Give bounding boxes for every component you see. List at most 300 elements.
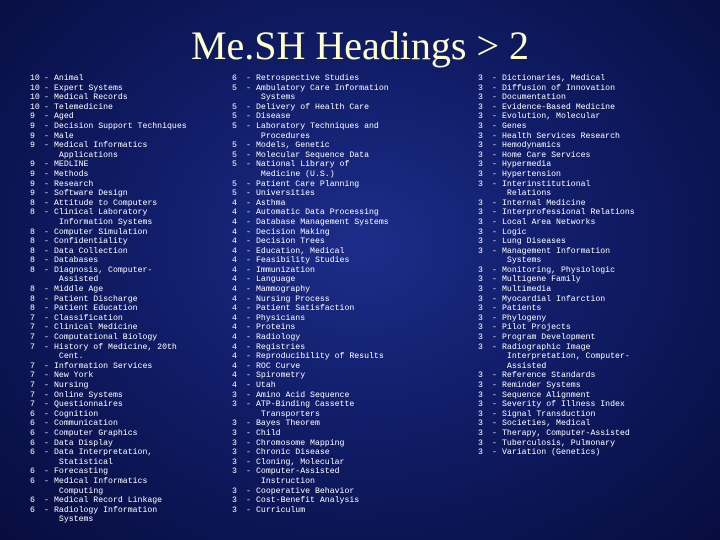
heading-row bbox=[232, 228, 472, 238]
heading-term: Computational Biology bbox=[54, 333, 158, 343]
heading-term: Education, Medical bbox=[256, 246, 345, 256]
heading-row bbox=[232, 160, 472, 179]
heading-count: 7 bbox=[30, 400, 35, 410]
separator-dash: - bbox=[246, 457, 251, 467]
heading-row bbox=[478, 170, 718, 180]
separator-dash: - bbox=[246, 256, 251, 266]
heading-count: 7 bbox=[30, 342, 35, 352]
separator-dash: - bbox=[44, 333, 49, 343]
heading-count: 3 bbox=[478, 294, 483, 304]
heading-row bbox=[232, 266, 472, 276]
heading-term: Data Collection bbox=[54, 246, 128, 256]
heading-row bbox=[478, 84, 718, 94]
heading-term: Nursing bbox=[54, 381, 89, 390]
separator-dash: - bbox=[492, 237, 497, 247]
heading-term: Cognition bbox=[54, 409, 99, 419]
heading-row bbox=[478, 295, 718, 305]
heading-row bbox=[478, 439, 718, 449]
heading-row bbox=[30, 122, 225, 132]
separator-dash: - bbox=[492, 390, 497, 400]
heading-term: Data Interpretation, Statistical bbox=[54, 448, 153, 467]
heading-count: 3 bbox=[232, 419, 237, 429]
heading-term: Diagnosis, Computer- Assisted bbox=[54, 265, 153, 285]
heading-term: Utah bbox=[256, 381, 276, 390]
separator-dash: - bbox=[44, 237, 49, 247]
heading-term: Patient Discharge bbox=[54, 294, 138, 304]
heading-term: Physicians bbox=[256, 313, 306, 323]
heading-count: 9 bbox=[30, 169, 35, 179]
separator-dash: - bbox=[246, 323, 251, 333]
heading-row bbox=[30, 448, 225, 467]
separator-dash: - bbox=[44, 381, 49, 390]
heading-row bbox=[232, 343, 472, 353]
heading-term: Evolution, Molecular bbox=[502, 112, 601, 122]
separator-dash: - bbox=[44, 102, 49, 112]
heading-row bbox=[478, 199, 718, 209]
heading-term: Documentation bbox=[502, 93, 566, 103]
heading-term: Communication bbox=[54, 419, 118, 429]
heading-row bbox=[30, 84, 225, 94]
heading-row bbox=[232, 141, 472, 151]
separator-dash: - bbox=[246, 265, 251, 275]
heading-term: Signal Transduction bbox=[502, 409, 596, 419]
heading-term: Diffusion of Innovation bbox=[502, 83, 616, 93]
heading-row bbox=[232, 84, 472, 103]
heading-row bbox=[232, 275, 472, 285]
heading-term: Database Management Systems bbox=[256, 217, 389, 227]
heading-row bbox=[30, 208, 225, 227]
separator-dash: - bbox=[44, 198, 49, 208]
heading-count: 5 bbox=[232, 179, 237, 189]
heading-row bbox=[478, 74, 718, 84]
heading-row bbox=[232, 74, 472, 84]
heading-term: National Library of Medicine (U.S.) bbox=[256, 160, 350, 179]
heading-count: 3 bbox=[478, 112, 483, 122]
heading-count: 3 bbox=[478, 409, 483, 419]
heading-count: 3 bbox=[478, 169, 483, 179]
heading-term: Confidentiality bbox=[54, 237, 128, 247]
heading-count: 3 bbox=[478, 323, 483, 333]
heading-row bbox=[232, 285, 472, 295]
heading-row bbox=[30, 295, 225, 305]
heading-term: Information Services bbox=[54, 361, 153, 371]
separator-dash: - bbox=[492, 83, 497, 93]
heading-term: Tuberculosis, Pulmonary bbox=[502, 438, 616, 448]
separator-dash: - bbox=[246, 361, 251, 371]
heading-term: Medical Record Linkage bbox=[54, 496, 163, 506]
heading-row bbox=[30, 256, 225, 266]
heading-count: 9 bbox=[30, 189, 35, 199]
heading-count: 6 bbox=[30, 467, 35, 477]
heading-row bbox=[478, 180, 718, 199]
heading-term: Decision Support Techniques bbox=[54, 121, 187, 131]
heading-column-3 bbox=[478, 74, 718, 458]
heading-term: Multigene Family bbox=[502, 275, 581, 285]
separator-dash: - bbox=[492, 400, 497, 410]
heading-term: Evidence-Based Medicine bbox=[502, 102, 616, 112]
heading-count: 3 bbox=[232, 448, 237, 458]
heading-term: Clinical Medicine bbox=[54, 323, 138, 333]
heading-row bbox=[30, 237, 225, 247]
heading-count: 5 bbox=[232, 112, 237, 122]
separator-dash: - bbox=[44, 208, 49, 218]
heading-count: 5 bbox=[232, 141, 237, 151]
heading-row bbox=[30, 93, 225, 103]
heading-count: 3 bbox=[232, 400, 237, 410]
heading-count: 8 bbox=[30, 227, 35, 237]
separator-dash: - bbox=[492, 131, 497, 141]
heading-term: Therapy, Computer-Assisted bbox=[502, 428, 630, 438]
heading-row bbox=[478, 208, 718, 218]
heading-term: Universities bbox=[256, 189, 315, 199]
heading-row bbox=[478, 247, 718, 266]
heading-count: 7 bbox=[30, 361, 35, 371]
heading-count: 10 bbox=[30, 74, 40, 83]
heading-row bbox=[30, 74, 225, 84]
separator-dash: - bbox=[492, 304, 497, 314]
heading-term: MEDLINE bbox=[54, 160, 89, 170]
heading-count: 3 bbox=[232, 438, 237, 448]
heading-term: Asthma bbox=[256, 198, 286, 208]
heading-term: Dictionaries, Medical bbox=[502, 74, 606, 83]
heading-count: 8 bbox=[30, 208, 35, 218]
heading-term: New York bbox=[54, 371, 94, 381]
heading-term: Ambulatory Care Information Systems bbox=[256, 83, 389, 103]
heading-count: 5 bbox=[232, 189, 237, 199]
heading-count: 5 bbox=[232, 121, 237, 131]
heading-term: Spirometry bbox=[256, 371, 306, 381]
separator-dash: - bbox=[492, 313, 497, 323]
separator-dash: - bbox=[492, 323, 497, 333]
heading-count: 8 bbox=[30, 294, 35, 304]
heading-row bbox=[478, 151, 718, 161]
heading-count: 3 bbox=[478, 285, 483, 295]
heading-count: 6 bbox=[30, 496, 35, 506]
heading-count: 8 bbox=[30, 304, 35, 314]
heading-term: Amino Acid Sequence bbox=[256, 390, 350, 400]
heading-row bbox=[232, 314, 472, 324]
heading-term: Local Area Networks bbox=[502, 217, 596, 227]
heading-row bbox=[478, 343, 718, 372]
heading-count: 3 bbox=[232, 390, 237, 400]
heading-term: Immunization bbox=[256, 265, 315, 275]
heading-count: 7 bbox=[30, 381, 35, 390]
heading-count: 8 bbox=[30, 246, 35, 256]
heading-row bbox=[478, 122, 718, 132]
heading-term: Feasibility Studies bbox=[256, 256, 350, 266]
separator-dash: - bbox=[492, 294, 497, 304]
heading-row bbox=[30, 343, 225, 362]
heading-row bbox=[232, 381, 472, 391]
heading-count: 7 bbox=[30, 333, 35, 343]
heading-row bbox=[478, 448, 718, 458]
heading-term: Computer Simulation bbox=[54, 227, 148, 237]
heading-count: 5 bbox=[232, 160, 237, 170]
separator-dash: - bbox=[44, 256, 49, 266]
heading-row bbox=[232, 237, 472, 247]
separator-dash: - bbox=[44, 361, 49, 371]
heading-count: 3 bbox=[232, 496, 237, 506]
heading-count: 3 bbox=[232, 467, 237, 477]
heading-count: 10 bbox=[30, 93, 40, 103]
heading-row bbox=[30, 247, 225, 257]
heading-term: Research bbox=[54, 179, 94, 189]
separator-dash: - bbox=[44, 93, 49, 103]
heading-term: Bayes Theorem bbox=[256, 419, 320, 429]
heading-row bbox=[30, 429, 225, 439]
heading-term: Questionnaires bbox=[54, 400, 123, 410]
separator-dash: - bbox=[492, 275, 497, 285]
heading-count: 3 bbox=[478, 131, 483, 141]
heading-count: 3 bbox=[478, 304, 483, 314]
heading-count: 3 bbox=[478, 265, 483, 275]
heading-term: Models, Genetic bbox=[256, 141, 330, 151]
heading-count: 9 bbox=[30, 160, 35, 170]
heading-row bbox=[232, 467, 472, 486]
heading-row bbox=[30, 439, 225, 449]
heading-count: 3 bbox=[478, 381, 483, 390]
heading-term: Management Information Systems bbox=[502, 246, 611, 266]
heading-count: 6 bbox=[30, 419, 35, 429]
heading-term: Decision Making bbox=[256, 227, 330, 237]
heading-count: 3 bbox=[478, 371, 483, 381]
heading-row bbox=[30, 410, 225, 420]
separator-dash: - bbox=[492, 285, 497, 295]
separator-dash: - bbox=[492, 227, 497, 237]
heading-row bbox=[478, 419, 718, 429]
heading-term: Middle Age bbox=[54, 285, 104, 295]
heading-term: Interprofessional Relations bbox=[502, 208, 635, 218]
heading-row bbox=[30, 400, 225, 410]
heading-count: 4 bbox=[232, 208, 237, 218]
heading-row bbox=[232, 295, 472, 305]
separator-dash: - bbox=[44, 428, 49, 438]
heading-row bbox=[30, 391, 225, 401]
heading-term: ATP-Binding Cassette Transporters bbox=[256, 400, 355, 419]
heading-term: Hemodynamics bbox=[502, 141, 561, 151]
separator-dash: - bbox=[44, 169, 49, 179]
heading-term: Computer-Assisted Instruction bbox=[256, 467, 340, 486]
separator-dash: - bbox=[246, 371, 251, 381]
heading-term: Home Care Services bbox=[502, 150, 591, 160]
separator-dash: - bbox=[246, 505, 251, 515]
heading-term: Radiology Information Systems bbox=[54, 505, 158, 525]
separator-dash: - bbox=[246, 438, 251, 448]
separator-dash: - bbox=[492, 141, 497, 151]
separator-dash: - bbox=[246, 304, 251, 314]
separator-dash: - bbox=[44, 371, 49, 381]
heading-row bbox=[478, 285, 718, 295]
heading-term: Child bbox=[256, 428, 281, 438]
separator-dash: - bbox=[246, 112, 251, 122]
heading-term: Medical Records bbox=[54, 93, 128, 103]
heading-count: 3 bbox=[478, 275, 483, 285]
heading-term: Online Systems bbox=[54, 390, 123, 400]
heading-row bbox=[30, 199, 225, 209]
separator-dash: - bbox=[44, 112, 49, 122]
heading-term: Cloning, Molecular bbox=[256, 457, 345, 467]
separator-dash: - bbox=[492, 246, 497, 256]
heading-row bbox=[30, 112, 225, 122]
heading-count: 3 bbox=[232, 486, 237, 496]
separator-dash: - bbox=[44, 400, 49, 410]
heading-row bbox=[30, 170, 225, 180]
heading-term: Chromosome Mapping bbox=[256, 438, 345, 448]
heading-term: Clinical Laboratory Information Systems bbox=[54, 208, 153, 227]
heading-term: Retrospective Studies bbox=[256, 74, 360, 83]
separator-dash: - bbox=[44, 467, 49, 477]
heading-row bbox=[232, 371, 472, 381]
heading-count: 9 bbox=[30, 179, 35, 189]
heading-term: Male bbox=[54, 131, 74, 141]
heading-count: 4 bbox=[232, 265, 237, 275]
heading-row bbox=[232, 429, 472, 439]
heading-count: 3 bbox=[478, 198, 483, 208]
heading-count: 3 bbox=[478, 160, 483, 170]
separator-dash: - bbox=[44, 409, 49, 419]
heading-count: 4 bbox=[232, 304, 237, 314]
heading-row bbox=[30, 266, 225, 285]
heading-term: Animal bbox=[54, 74, 84, 83]
heading-row bbox=[30, 506, 225, 525]
heading-count: 8 bbox=[30, 256, 35, 266]
heading-row bbox=[232, 352, 472, 362]
separator-dash: - bbox=[246, 179, 251, 189]
heading-count: 3 bbox=[478, 448, 483, 458]
separator-dash: - bbox=[492, 121, 497, 131]
heading-term: Computer Graphics bbox=[54, 428, 138, 438]
heading-row bbox=[30, 419, 225, 429]
heading-row bbox=[232, 151, 472, 161]
heading-row bbox=[478, 304, 718, 314]
heading-row bbox=[232, 458, 472, 468]
heading-term: Health Services Research bbox=[502, 131, 620, 141]
heading-row bbox=[30, 132, 225, 142]
heading-count: 4 bbox=[232, 361, 237, 371]
heading-count: 3 bbox=[232, 457, 237, 467]
separator-dash: - bbox=[246, 496, 251, 506]
separator-dash: - bbox=[246, 121, 251, 131]
separator-dash: - bbox=[44, 141, 49, 151]
heading-count: 3 bbox=[478, 217, 483, 227]
separator-dash: - bbox=[44, 438, 49, 448]
separator-dash: - bbox=[44, 131, 49, 141]
heading-row bbox=[232, 199, 472, 209]
heading-row bbox=[232, 487, 472, 497]
heading-count: 7 bbox=[30, 371, 35, 381]
separator-dash: - bbox=[492, 428, 497, 438]
heading-count: 6 bbox=[30, 409, 35, 419]
heading-row bbox=[478, 141, 718, 151]
heading-term: Software Design bbox=[54, 189, 128, 199]
separator-dash: - bbox=[246, 428, 251, 438]
heading-row bbox=[30, 371, 225, 381]
separator-dash: - bbox=[246, 486, 251, 496]
heading-term: Myocardial Infarction bbox=[502, 294, 606, 304]
heading-term: Phylogeny bbox=[502, 313, 547, 323]
heading-row bbox=[478, 112, 718, 122]
heading-row bbox=[232, 333, 472, 343]
heading-row bbox=[232, 496, 472, 506]
heading-row bbox=[232, 448, 472, 458]
heading-count: 4 bbox=[232, 333, 237, 343]
heading-term: Program Development bbox=[502, 333, 596, 343]
heading-count: 3 bbox=[478, 333, 483, 343]
heading-term: Attitude to Computers bbox=[54, 198, 158, 208]
separator-dash: - bbox=[44, 448, 49, 458]
heading-count: 7 bbox=[30, 390, 35, 400]
heading-row bbox=[478, 160, 718, 170]
heading-count: 3 bbox=[478, 237, 483, 247]
heading-count: 4 bbox=[232, 275, 237, 285]
heading-row bbox=[478, 132, 718, 142]
heading-count: 4 bbox=[232, 217, 237, 227]
heading-row bbox=[232, 391, 472, 401]
separator-dash: - bbox=[492, 217, 497, 227]
separator-dash: - bbox=[492, 265, 497, 275]
heading-count: 4 bbox=[232, 371, 237, 381]
heading-term: Automatic Data Processing bbox=[256, 208, 379, 218]
heading-row bbox=[478, 237, 718, 247]
heading-count: 8 bbox=[30, 198, 35, 208]
heading-term: Databases bbox=[54, 256, 99, 266]
separator-dash: - bbox=[492, 112, 497, 122]
heading-term: Mammography bbox=[256, 285, 311, 295]
heading-count: 3 bbox=[478, 208, 483, 218]
separator-dash: - bbox=[44, 265, 49, 275]
heading-count: 10 bbox=[30, 102, 40, 112]
heading-term: Hypermedia bbox=[502, 160, 552, 170]
heading-row bbox=[478, 323, 718, 333]
heading-term: Aged bbox=[54, 112, 74, 122]
heading-row bbox=[30, 285, 225, 295]
heading-count: 4 bbox=[232, 342, 237, 352]
separator-dash: - bbox=[246, 342, 251, 352]
separator-dash: - bbox=[246, 275, 251, 285]
heading-count: 6 bbox=[30, 438, 35, 448]
heading-term: Patient Education bbox=[54, 304, 138, 314]
heading-term: History of Medicine, 20th Cent. bbox=[54, 342, 177, 362]
separator-dash: - bbox=[246, 448, 251, 458]
separator-dash: - bbox=[492, 160, 497, 170]
separator-dash: - bbox=[492, 419, 497, 429]
separator-dash: - bbox=[246, 419, 251, 429]
heading-term: Laboratory Techniques and Procedures bbox=[256, 121, 379, 141]
heading-count: 6 bbox=[232, 74, 237, 83]
heading-count: 5 bbox=[232, 83, 237, 93]
separator-dash: - bbox=[44, 179, 49, 189]
heading-term: Delivery of Health Care bbox=[256, 102, 370, 112]
separator-dash: - bbox=[492, 381, 497, 390]
separator-dash: - bbox=[492, 342, 497, 352]
heading-count: 4 bbox=[232, 352, 237, 362]
heading-term: Reminder Systems bbox=[502, 381, 581, 390]
heading-term: Reproducibility of Results bbox=[256, 352, 384, 362]
heading-row bbox=[232, 400, 472, 419]
separator-dash: - bbox=[44, 390, 49, 400]
heading-term: Classification bbox=[54, 313, 123, 323]
heading-count: 4 bbox=[232, 246, 237, 256]
heading-row bbox=[232, 122, 472, 141]
heading-count: 8 bbox=[30, 265, 35, 275]
heading-count: 5 bbox=[232, 150, 237, 160]
heading-term: Severity of Illness Index bbox=[502, 400, 625, 410]
heading-row bbox=[232, 208, 472, 218]
heading-term: Patient Care Planning bbox=[256, 179, 360, 189]
heading-term: Interinstitutional Relations bbox=[502, 179, 591, 199]
heading-term: Monitoring, Physiologic bbox=[502, 265, 616, 275]
heading-term: Variation (Genetics) bbox=[502, 448, 601, 458]
